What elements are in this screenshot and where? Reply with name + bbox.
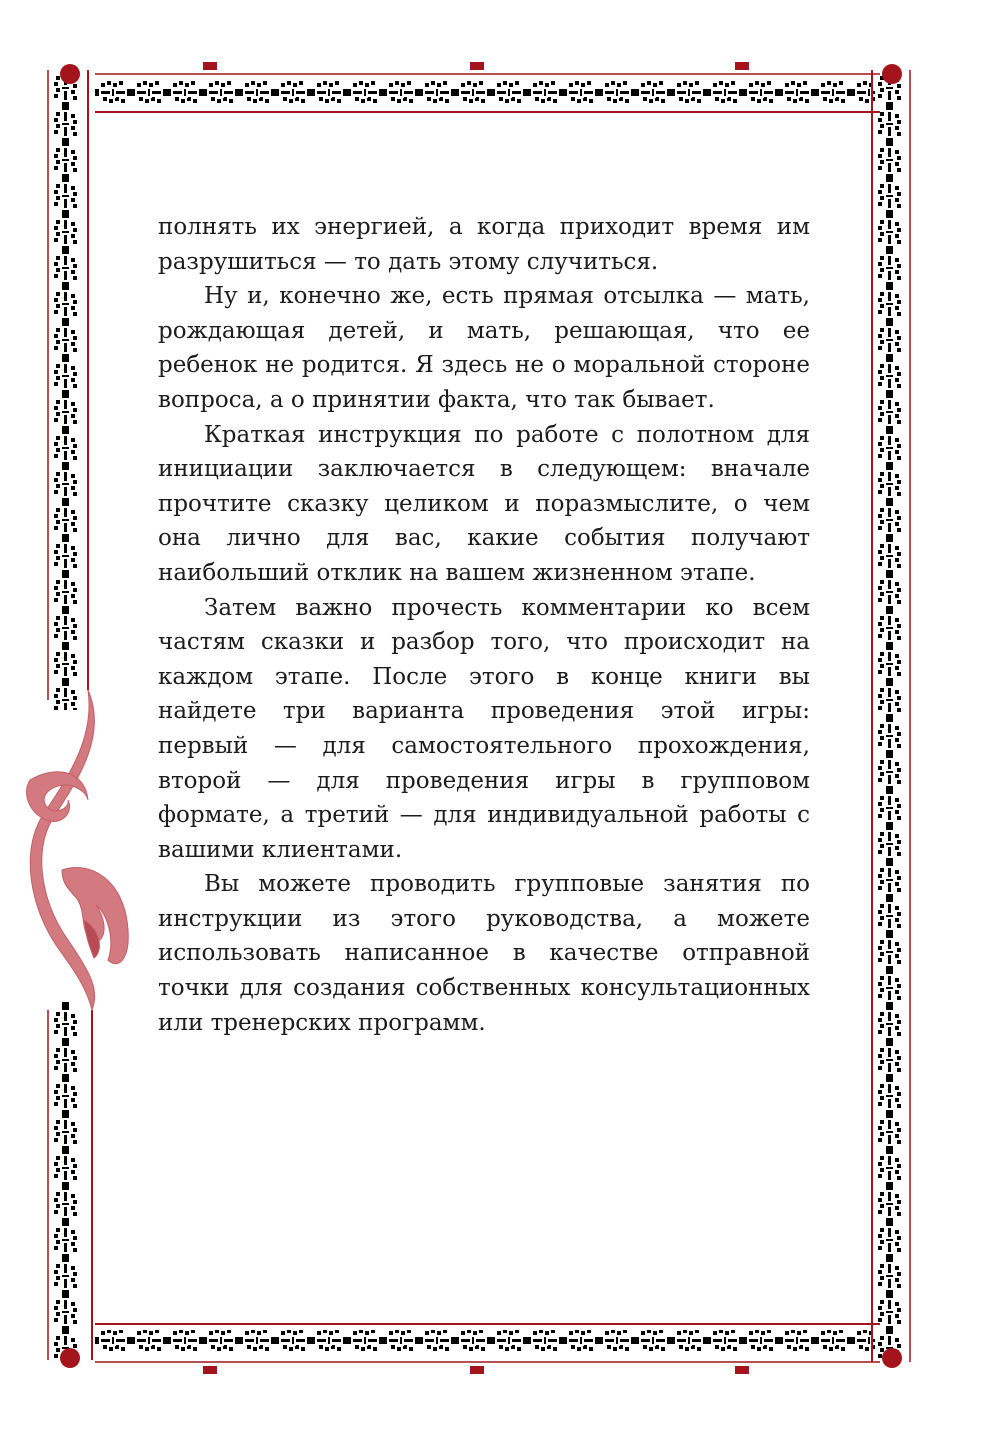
paragraph: Затем важно прочесть комментарии ко всем частям сказки и разбор того, что происходит на каждом этапе. После этого в конце книги вы найдете три варианта проведения этой игры: первый — для самостоятельного прохождения, второй — для проведения игры в групповом формате, а третий — для индивидуальной работы с вашими клиентами.	[158, 594, 810, 863]
body-text	[158, 210, 810, 1040]
flourish-ornament	[27, 690, 129, 1010]
paragraph: полнять их энергией, а когда приходит время им разрушиться — то дать этому случиться.	[158, 214, 810, 275]
paragraph: Вы можете проводить групповые занятия по инструкции из этого руководства, а можете использовать написанное в качестве отправной точки для создания собственных консультационных или тренерских программ.	[158, 871, 810, 1036]
paragraph: Ну и, конечно же, есть прямая отсылка — мать, рождающая детей, и мать, решающая, что ее ребенок не родится. Я здесь не о моральной стороне вопроса, а о принятии факта, что так бывает.	[158, 283, 810, 413]
paragraph: Краткая инструкция по работе с полотном для инициации заключается в следующем: вначале прочтите сказку целиком и поразмыслите, о чем она лично для вас, какие события получают наибольший отклик на вашем жизненном этапе.	[158, 421, 810, 586]
